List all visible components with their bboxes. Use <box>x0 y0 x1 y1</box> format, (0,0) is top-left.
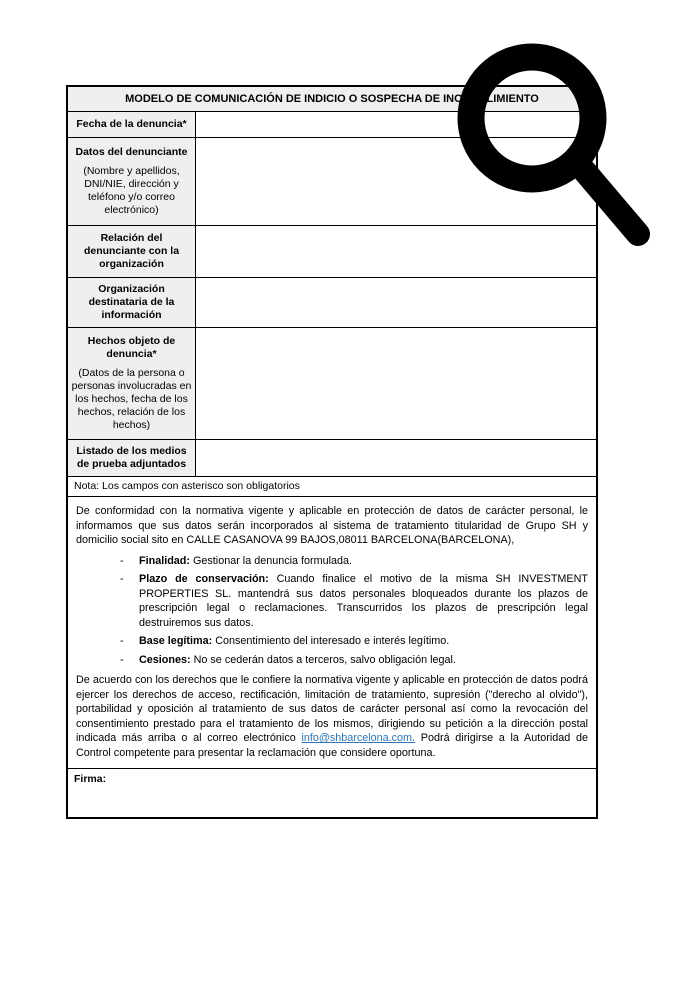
hechos-value-cell <box>196 328 596 439</box>
privacy-bullet-finalidad <box>120 554 588 569</box>
organizacion-label: Organización destinataria de la información <box>88 283 175 321</box>
signature-row <box>68 769 596 817</box>
dash-marker: - <box>120 653 124 666</box>
bullet-title: Plazo de conservación: <box>139 573 269 585</box>
bullet-title: Finalidad: <box>139 554 190 567</box>
bullet-text: Consentimiento del interesado e interés legítimo. <box>215 635 450 647</box>
fecha-label-cell <box>68 112 196 137</box>
organizacion-label-cell <box>68 278 196 327</box>
complaint-form-table <box>66 85 598 819</box>
hechos-sublabel: (Datos de la persona o personas involucradas en los hechos, fecha de los hechos, relación de los hechos) <box>71 367 192 431</box>
dash-marker: - <box>120 635 124 647</box>
mandatory-fields-note: Nota: Los campos con asterisco son obligatorios <box>68 477 596 497</box>
bullet-text: Gestionar la denuncia formulada. <box>193 554 353 567</box>
datos-denunciante-label: Datos del denunciante <box>75 146 188 158</box>
hechos-label-cell <box>68 328 196 439</box>
form-row-datos-denunciante <box>68 138 596 226</box>
bullet-text: Cuando finalice el motivo de la misma SH INVESTMENT PROPERTIES SL. mantendrá sus datos personales bloqueados durante los plazos de prescripción legal o reclamaciones. Transcurridos los plazos de prescripción legal destruiremos sus datos. <box>139 573 588 629</box>
bullet-text: No se cederán datos a terceros, salvo obligación legal. <box>193 653 456 666</box>
form-row-fecha <box>68 112 596 138</box>
form-title: MODELO DE COMUNICACIÓN DE INDICIO O SOSPECHA DE INCUMPLIMIENTO <box>68 87 596 112</box>
listado-pruebas-label: Listado de los medios de prueba adjuntados <box>76 445 187 470</box>
privacy-notice <box>68 497 596 769</box>
form-row-relacion <box>68 226 596 278</box>
relacion-label-cell <box>68 226 196 277</box>
privacy-bullet-plazo <box>120 572 588 630</box>
datos-denunciante-value-cell <box>196 138 596 225</box>
signature-label: Firma: <box>74 773 107 785</box>
privacy-rights-paragraph <box>76 673 588 760</box>
privacy-bullet-cesiones <box>120 653 588 668</box>
dash-marker: - <box>120 554 124 567</box>
listado-pruebas-value-cell <box>196 440 596 476</box>
rights-text-before-link: De acuerdo con los derechos que le confiere la normativa vigente y aplicable en protección de datos podrá ejercer los derechos de acceso, rectificación, limitación de tratamiento, supresión ("derecho al olvido"), portabilidad y oposición al tratamiento de sus datos de carácter personal así como la revocación del consentimiento prestado para el tratamiento de los mismos, dirigiendo su petición a la dirección postal indicada más arriba o al correo electrónico <box>76 674 588 744</box>
datos-denunciante-label-cell <box>68 138 196 225</box>
privacy-intro: De conformidad con la normativa vigente y aplicable en protección de datos de carácter personal, le informamos que sus datos serán incorporados al sistema de tratamiento titularidad de Grupo SH y domicilio social sito en CALLE CASANOVA 99 BAJOS,08011 BARCELONA(BARCELONA), <box>76 505 588 546</box>
form-row-listado-pruebas <box>68 440 596 477</box>
fecha-value-cell <box>196 112 596 137</box>
relacion-label: Relación del denunciante con la organización <box>83 232 180 270</box>
listado-pruebas-label-cell <box>68 440 196 476</box>
rights-text-after-link: Podrá dirigirse a la Autoridad de Control competente para presentar la reclamación que considere oportuna. <box>76 732 588 759</box>
bullet-title: Cesiones: <box>139 653 191 666</box>
bullet-title: Base legítima: <box>139 635 213 647</box>
organizacion-value-cell <box>196 278 596 327</box>
hechos-label: Hechos objeto de denuncia* <box>87 335 176 360</box>
privacy-bullet-list <box>120 554 588 668</box>
dash-marker: - <box>120 573 124 585</box>
fecha-label: Fecha de la denuncia* <box>76 118 187 130</box>
form-row-organizacion <box>68 278 596 328</box>
form-row-hechos <box>68 328 596 440</box>
relacion-value-cell <box>196 226 596 277</box>
datos-denunciante-sublabel: (Nombre y apellidos, DNI/NIE, dirección y teléfono y/o correo electrónico) <box>83 165 180 216</box>
email-link[interactable]: info@shbarcelona.com. <box>301 732 416 744</box>
privacy-bullet-base-legitima <box>120 634 588 649</box>
